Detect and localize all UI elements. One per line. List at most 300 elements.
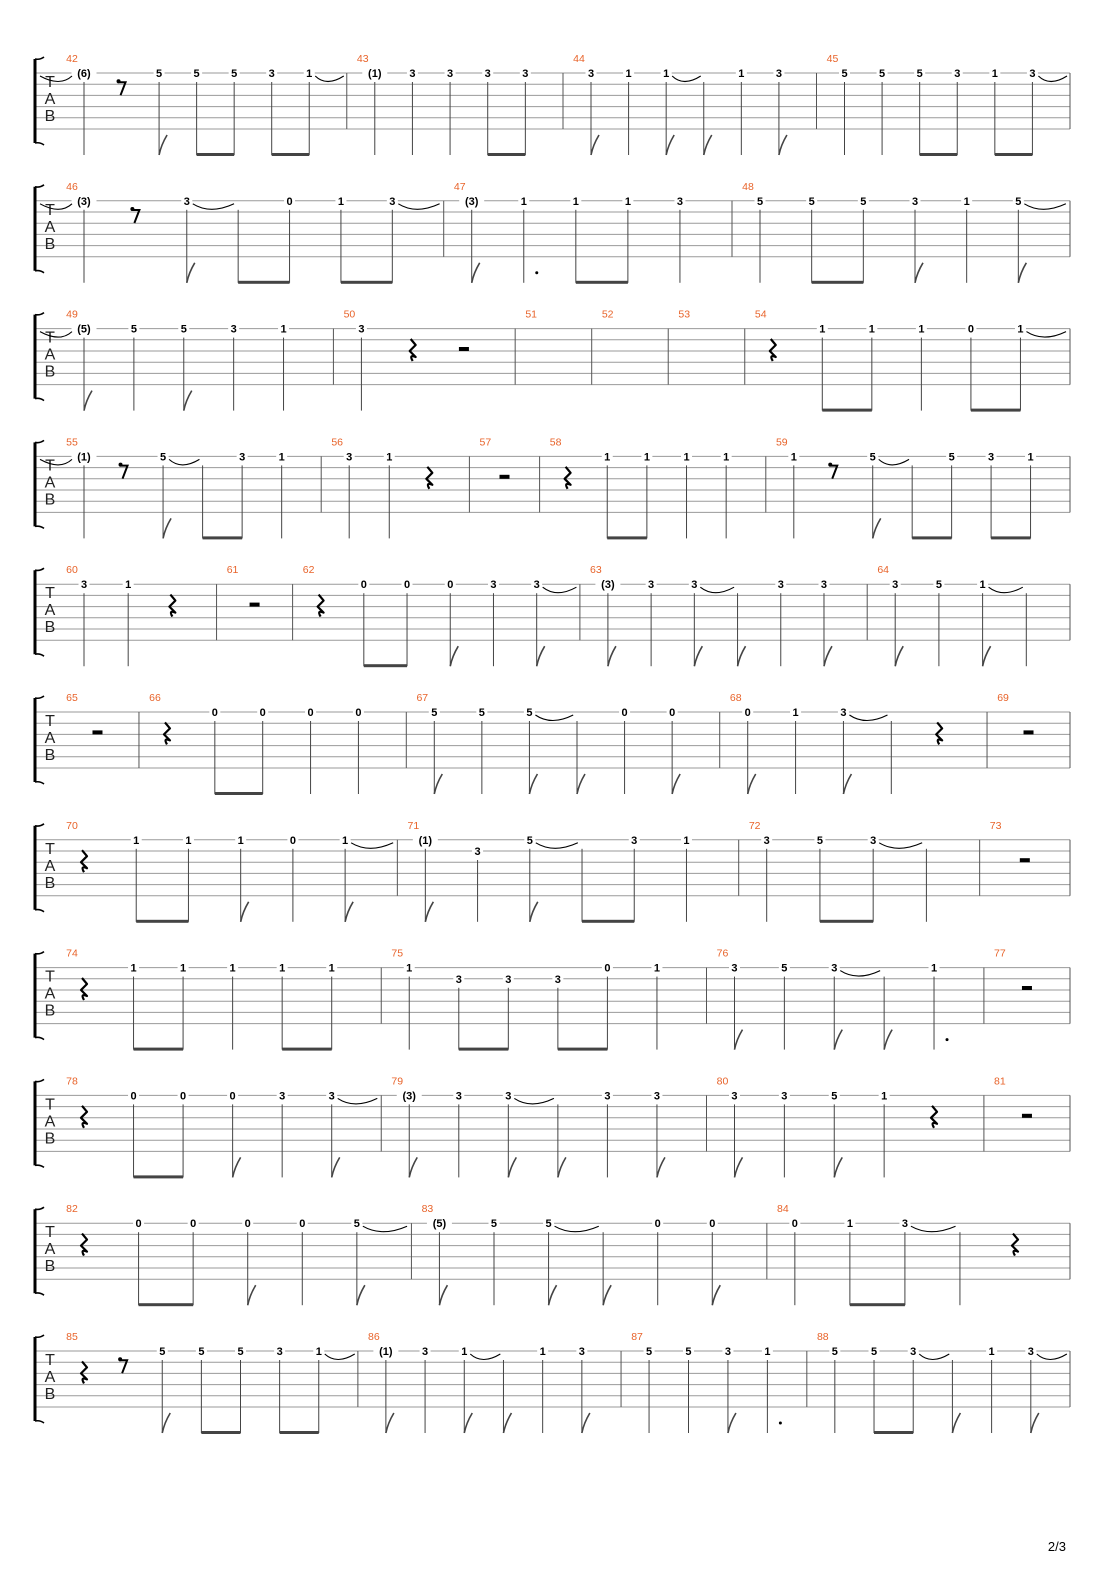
fret-number: 3 [279,1090,286,1103]
measure-number: 85 [66,1331,78,1343]
fret-number: 3 [870,834,877,847]
eighth-flag [248,1285,256,1305]
bracket-hook-top [35,696,44,698]
fret-number: 0 [211,707,218,719]
fret-number: 1 [868,323,875,336]
bracket-hook-bottom [35,782,44,784]
eighth-flag [530,902,538,922]
fret-number: 5 [879,68,886,80]
fret-number: 1 [918,323,925,336]
eighth-flag [537,646,545,666]
fret-number: 3 [409,68,416,80]
half-rest [1022,1114,1032,1118]
quarter-rest [936,722,942,744]
measure-number: 45 [826,53,839,65]
fret-number: 3 [901,1218,908,1231]
bracket-hook-bottom [35,654,44,656]
measure [807,1331,1067,1434]
staff-system [35,181,1070,284]
fret-number: 5 [645,1346,653,1358]
measure [381,1075,665,1177]
measure-number: 57 [479,436,492,449]
fret-number: 0 [967,323,974,336]
tie-arc [1026,332,1066,338]
fret-number: 3 [587,68,595,80]
beam [874,1431,913,1434]
bracket-hook-bottom [35,526,44,528]
bracket-hook-top [35,57,44,59]
eighth-flag [734,1030,742,1050]
eighth-flag [748,774,756,794]
fret-number: 5 [916,68,923,80]
measure [66,948,337,1051]
tie-arc [338,1098,378,1104]
fret-number: 1 [1027,451,1034,464]
fret-number: 0 [360,579,367,592]
fret-number: (3) [77,195,91,208]
measure [540,436,732,539]
bracket-hook-top [35,185,44,187]
measure [563,53,787,155]
staff-system [35,1203,1070,1306]
fret-number: 1 [653,962,661,975]
measure-number: 56 [331,436,344,449]
measure [745,309,1066,412]
tab-clef-letter: A [44,857,56,875]
tie-arc [1024,204,1066,210]
measure [40,436,287,539]
tie-arc [514,1098,554,1104]
tab-clef-letter: B [44,619,56,637]
eighth-flag [694,646,702,666]
fret-number: (5) [77,323,91,336]
eighth-flag [162,1413,170,1433]
fret-number: 0 [654,1218,661,1231]
bracket-hook-top [35,1079,44,1081]
measure-number: 87 [631,1331,643,1343]
measure [621,1331,782,1433]
beam [488,153,526,156]
measure-number: 74 [66,947,78,960]
tab-clef-letter: T [45,968,55,986]
beam [280,1431,319,1434]
half-rest [1020,858,1030,862]
bracket-hook-bottom [35,398,44,400]
fret-number: 5 [870,1346,878,1358]
quarter-rest [1012,1234,1018,1256]
fret-number: 3 [831,962,838,975]
measure [139,692,364,795]
fret-number: 3 [775,68,782,80]
measure-number: 76 [716,947,729,960]
quarter-rest [410,339,416,361]
beam [991,536,1030,539]
tie-arc [325,1354,355,1360]
half-rest [92,730,102,734]
eighth-flag [884,1030,892,1050]
eighth-flag [873,518,881,538]
fret-number: 5 [156,68,163,80]
bracket-hook-bottom [35,1421,44,1423]
beam [197,153,235,156]
eighth-flag [779,135,787,155]
tab-clef-letter: T [45,585,55,603]
tab-clef-letter: B [44,235,56,253]
fret-number: 3 [346,451,353,464]
fret-number: 1 [624,195,631,208]
measure-number: 48 [742,180,754,193]
bracket-hook-bottom [35,271,44,273]
fret-number: 5 [1015,195,1022,208]
measure-number: 77 [994,947,1006,960]
fret-number: (6) [77,68,91,80]
tab-clef-letter: A [44,346,56,364]
eighth-flag [464,1413,472,1433]
tab-clef-letter: T [45,201,55,219]
fret-number: 3 [763,834,770,847]
beam [139,1303,194,1306]
fret-number: 1 [738,68,745,80]
fret-number: 1 [790,451,797,464]
measure [766,436,1036,539]
fret-number: 5 [841,68,848,80]
fret-number: 0 [229,1090,236,1103]
tie-arc [543,587,577,593]
measure-number: 88 [816,1331,829,1343]
tab-clef-letter: A [44,730,56,747]
measure-number: 67 [416,692,429,704]
eighth-flag [895,646,903,666]
fret-number: 3 [648,579,655,592]
fret-number: 1 [979,579,986,592]
measure [333,309,469,411]
tab-clef-letter: A [44,1113,56,1131]
measure-number: 66 [149,692,161,704]
fret-number: 3 [490,579,497,592]
measure-number: 61 [226,564,239,577]
fret-number: 3 [268,68,275,80]
measure [293,564,577,667]
measure [732,181,1066,284]
measure-number: 60 [66,564,78,577]
fret-number: 5 [685,1346,692,1358]
eighth-flag [1031,1413,1039,1433]
fret-number: 5 [526,834,533,847]
tab-clef-letter: T [45,1352,55,1369]
measure-number: 64 [877,564,890,577]
fret-number: 3 [505,973,512,986]
measure [580,564,832,666]
measure-number: 58 [549,436,562,449]
fret-number: 5 [831,1346,838,1358]
eighth-flag [503,1413,511,1433]
tab-clef-letter: A [44,602,56,620]
staff-system [35,820,1070,923]
tab-clef-letter: T [45,840,55,858]
measure-number: 51 [525,308,538,321]
eighth-flag [834,1030,842,1050]
quarter-rest [770,339,776,361]
quarter-rest [931,1106,937,1128]
tab-clef-letter: B [44,363,56,381]
fret-number: 5 [431,707,438,719]
eighth-flag [983,646,991,666]
fret-number: 3 [954,68,961,80]
page-number: 2/3 [1047,1539,1066,1554]
staff-system [35,1331,1070,1434]
fret-number: 0 [299,1218,306,1231]
fret-number: 1 [572,195,579,208]
fret-number: 5 [756,195,764,208]
staff-system [35,564,1070,667]
measure [66,564,175,666]
staff-system [35,309,1070,412]
measure [66,1075,377,1178]
fret-number: 0 [244,1218,251,1231]
fret-number: (1) [418,834,433,847]
tab-clef-letter: A [44,218,56,236]
measure [347,53,531,156]
fret-number: 1 [643,451,650,464]
tab-clef-letter: T [45,329,55,347]
measure [381,948,662,1051]
measure-number: 65 [66,692,78,704]
staff-system [35,1075,1070,1178]
beam [282,1048,332,1051]
fret-number: 1 [764,1346,771,1358]
measure-number: 59 [775,436,788,449]
fret-number: 0 [355,707,362,719]
fret-number: 5 [808,195,815,208]
fret-number: (5) [432,1218,447,1231]
fret-number: 3 [731,962,738,975]
fret-number: 1 [279,962,286,975]
fret-number: 5 [816,834,823,847]
eighth-flag [603,1285,611,1305]
fret-number: 0 [403,579,411,592]
fret-number: 5 [237,1346,244,1358]
fret-number: 0 [289,834,296,847]
dot [946,1038,949,1041]
tie-arc [1038,76,1067,82]
fret-number: 1 [683,834,690,847]
measure [706,1075,937,1177]
eighth-flag [915,263,923,283]
fret-number: 1 [130,962,137,975]
eighth-flag [386,1413,394,1433]
beam [920,153,958,156]
fret-number: 3 [554,973,561,986]
measure [739,820,927,923]
fret-number: 5 [478,707,485,719]
beam [134,1175,184,1178]
fret-number: 5 [160,451,167,464]
measure-number: 49 [66,308,78,321]
fret-number: 3 [484,68,491,80]
fret-number: 1 [337,195,344,208]
eighth-flag [163,518,171,538]
eighth-flag [734,1157,742,1177]
measure-number: 72 [748,819,761,832]
tie-arc [840,971,880,977]
measure [411,1203,720,1305]
fret-number: 3 [447,68,454,80]
fret-number: 5 [231,68,238,80]
fret-number: 0 [135,1218,142,1231]
tab-clef-letter: B [44,491,56,509]
fret-number: 0 [621,707,628,719]
quarter-rest [426,467,432,489]
measure-number: 83 [421,1203,434,1216]
tie-arc [919,1354,949,1360]
dot [535,271,538,274]
eighth-flag [666,135,674,155]
tab-clef-letter: A [44,91,56,108]
measure [767,1203,1018,1306]
fret-number: 3 [731,1090,738,1103]
fret-number: 1 [328,962,335,975]
beam [364,664,407,667]
eighth-flag [409,1157,417,1177]
fret-number: 3 [578,1346,585,1358]
bracket-hook-top [35,1335,44,1337]
fret-number: 1 [625,68,632,80]
fret-number: 1 [792,707,799,719]
measure-number: 79 [391,1075,404,1088]
beam [582,920,634,923]
bracket-hook-top [35,824,44,826]
tab-clef-letter: A [44,1241,56,1259]
tab-clef-letter: A [44,985,56,1003]
fret-number: 3 [533,579,540,592]
beam [558,1048,608,1051]
beam [238,281,289,284]
measure [444,181,686,284]
fret-number: 5 [935,579,942,592]
beam [341,281,392,284]
fret-number: 3 [455,1090,462,1103]
tab-clef-letter: B [44,747,56,764]
bracket-hook-top [35,952,44,954]
fret-number: 3 [230,323,237,336]
tab-clef-letter: B [44,108,56,125]
fret-number: 5 [860,195,867,208]
fret-number: (1) [77,451,91,464]
eighth-flag [608,646,616,666]
eighth-flag [824,646,832,666]
fret-number: 0 [180,1090,187,1103]
eighth-flag [439,1285,447,1305]
measure-number: 43 [356,53,369,65]
fret-number: 1 [278,451,285,464]
fret-number: 1 [386,451,393,464]
fret-number: 0 [709,1218,716,1231]
tab-clef-letter: B [44,1386,56,1403]
fret-number: 5 [130,323,137,336]
quarter-rest [164,722,170,744]
fret-number: (3) [464,195,479,208]
fret-number: 0 [744,707,751,719]
eighth-flag [508,1157,516,1177]
measure [66,1203,407,1306]
fret-number: 5 [353,1218,360,1231]
fret-number: 0 [190,1218,197,1231]
staff-system [35,948,1070,1051]
tab-clef-letter: A [44,474,56,492]
beam [971,409,1021,412]
bracket-hook-top [35,568,44,570]
eighth-flag [332,1157,340,1177]
fret-number: 3 [724,1346,732,1358]
beam [812,281,864,284]
eighth-rest-dot [117,79,121,83]
half-rest [1024,730,1034,734]
fret-number: (1) [368,68,382,80]
tie-arc [700,587,734,593]
beam [850,1303,905,1306]
half-rest [1022,986,1032,990]
fret-number: 3 [892,579,899,592]
beam [576,281,628,284]
fret-number: 1 [306,68,313,80]
bracket-hook-bottom [35,910,44,912]
measure-number: 69 [997,692,1009,704]
eighth-flag [472,263,480,283]
beam [459,1048,509,1051]
bracket-hook-bottom [35,1165,44,1167]
fret-number: 5 [193,68,200,80]
eighth-flag [704,135,712,155]
fret-number: 1 [846,1218,853,1231]
quarter-rest [81,850,87,872]
measure-number: 47 [453,180,466,193]
measure [358,1331,590,1433]
tie-arc [169,459,199,465]
fret-number: 1 [723,451,730,464]
tab-clef-letter: T [45,74,55,91]
measure-number: 82 [66,1203,78,1216]
measure-number: 42 [66,53,78,65]
quarter-rest [81,1234,87,1256]
beam [995,153,1033,156]
bracket-hook-bottom [35,143,44,145]
fret-number: (1) [379,1346,393,1358]
fret-number: 0 [259,707,266,719]
fret-number: 3 [505,1090,512,1103]
beam [820,920,873,923]
staff-system [35,53,1070,156]
beam [272,153,310,156]
tab-clef-letter: T [45,1096,55,1114]
tie-arc [535,715,573,721]
tie-arc [879,843,922,849]
measure [720,692,942,794]
measure [817,53,1067,156]
fret-number: 1 [991,68,998,80]
fret-number: 1 [930,962,938,975]
eighth-flag [657,1157,665,1177]
fret-number: 3 [276,1346,283,1358]
fret-number: 5 [781,962,788,975]
measure [66,692,102,734]
tie-arc [398,204,439,210]
fret-number: 3 [1029,68,1036,80]
fret-number: 3 [911,195,919,208]
fret-number: 1 [520,195,527,208]
eighth-flag [549,1285,557,1305]
tie-arc [672,76,701,82]
eighth-flag [558,1157,566,1177]
